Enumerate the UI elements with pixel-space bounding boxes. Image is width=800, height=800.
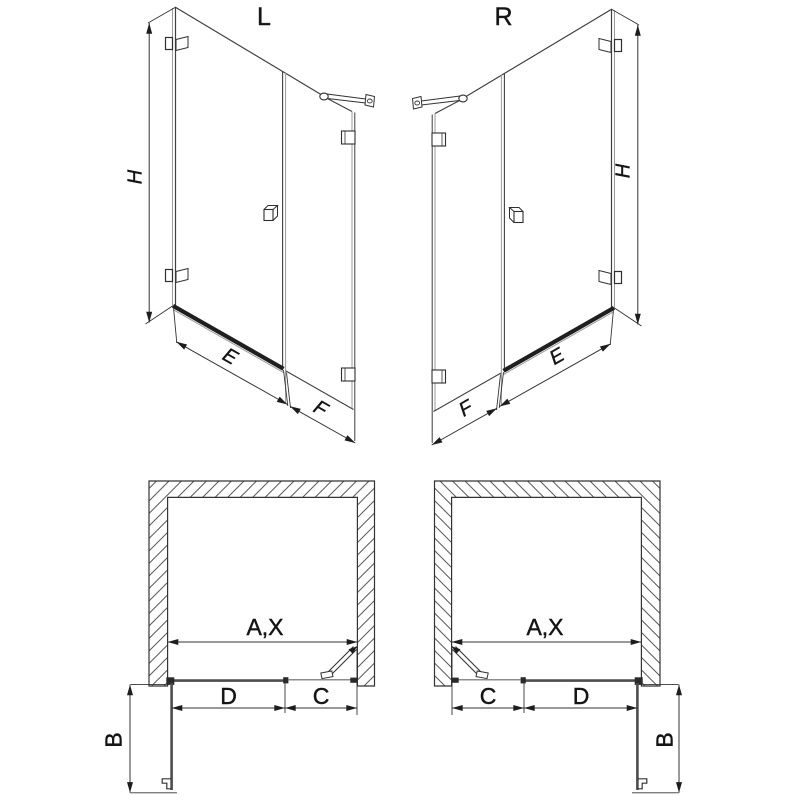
dim-label-opening-right: A,X: [526, 614, 564, 640]
dim-label-opening-left: A,X: [246, 614, 284, 640]
perspective-left-geometry: [146, 7, 375, 443]
dim-label-wall-panel-right: C: [479, 683, 497, 709]
dim-label-height-right: H: [612, 163, 635, 179]
dim-label-panel-width-right: F: [455, 396, 477, 422]
dim-label-return-panel-right: B: [651, 732, 678, 748]
dim-label-height-left: H: [124, 169, 147, 185]
dim-label-door-plan-right: D: [572, 683, 590, 709]
dim-label-door-plan-left: D: [220, 683, 237, 709]
dim-label-door-width-left: E: [218, 343, 242, 370]
view-label-left: L: [257, 3, 271, 31]
view-perspective-right: [413, 3, 642, 445]
dim-label-panel-width-left: F: [309, 396, 332, 422]
view-plan-left: [101, 481, 375, 793]
perspective-right-geometry: [413, 9, 642, 445]
view-label-right: R: [494, 3, 513, 31]
dim-label-return-panel-left: B: [100, 732, 127, 748]
dim-label-wall-panel-left: C: [312, 683, 330, 709]
dim-label-door-width-right: E: [545, 343, 569, 370]
view-plan-right: [435, 481, 680, 793]
view-perspective-left: [125, 3, 375, 443]
